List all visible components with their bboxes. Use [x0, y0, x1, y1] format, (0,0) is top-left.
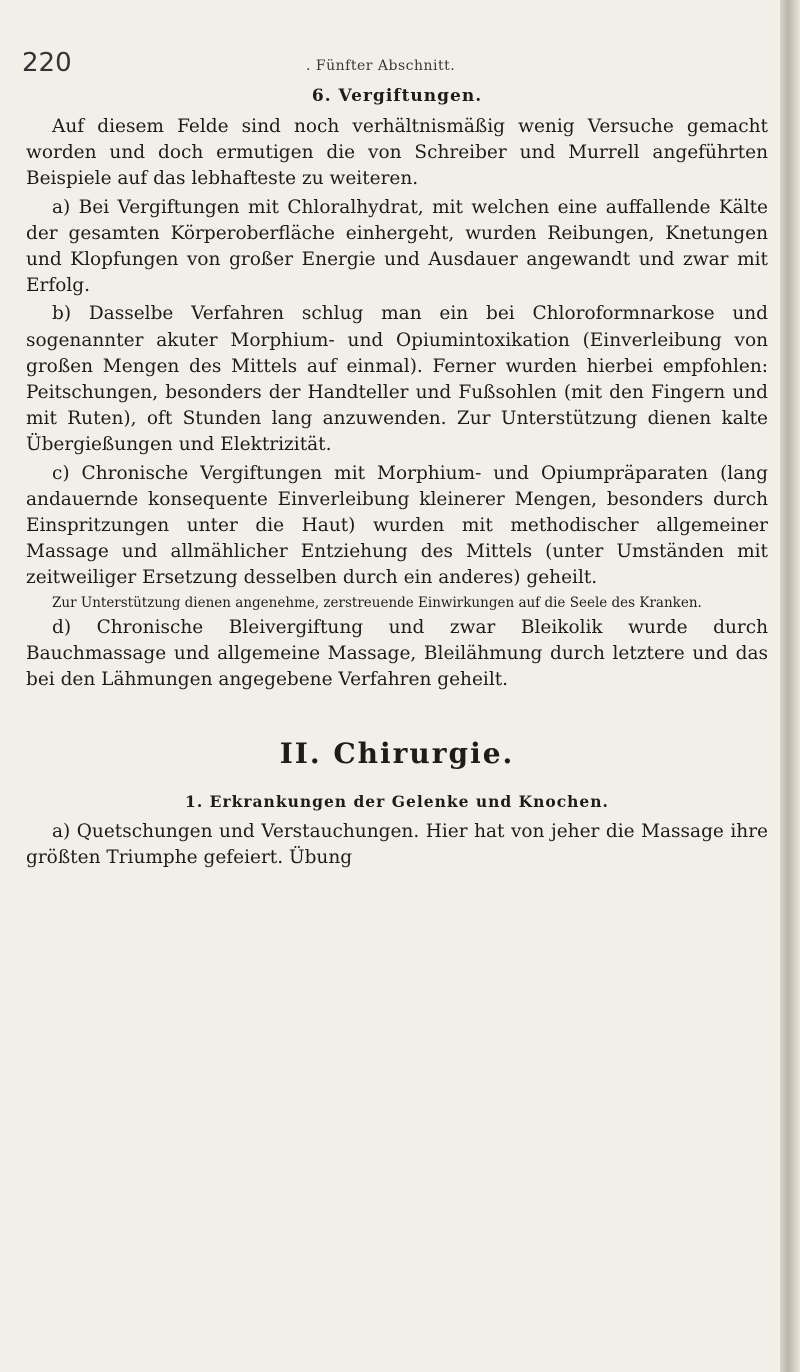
paragraph-note: Zur Unterstützung dienen angenehme, zerstreuende Einwirkungen auf die Seele des Kranken. — [52, 594, 702, 611]
section-heading-gelenke: 1. Erkrankungen der Gelenke und Knochen. — [185, 792, 609, 812]
paragraph-item-c: c) Chronische Vergiftungen mit Morphium- und Opiumpräparaten (lang andauernde konsequente Einverleibung kleinerer Mengen, besonders durch Einspritzungen unter die Haut) wurden mit methodischer allgemeiner Massage und allmählicher Entziehung des Mittels (unter Umständen mit zeitweiliger Ersetzung desselben durch ein anderes) geheilt. — [26, 462, 768, 589]
paragraph-final: a) Quetschungen und Verstauchungen. Hier hat von jeher die Massage ihre größten Triumphe gefeiert. Übung — [26, 821, 768, 869]
page-body — [26, 86, 768, 872]
chapter-heading: II. Chirurgie. — [279, 737, 515, 771]
paragraph-item-a: a) Bei Vergiftungen mit Chloralhydrat, mit welchen eine auffallende Kälte der gesamten Körperoberfläche einhergeht, wurden Reibungen, Knetungen und Klopfungen von großer Energie und Ausdauer angewandt und zwar mit Erfolg. — [26, 196, 768, 297]
paragraph-item-b: b) Dasselbe Verfahren schlug man ein bei Chloroformnarkose und sogenannter akuter Morphium- und Opiumintoxikation (Einverleibung von großen Mengen des Mittels auf einmal). Ferner wurden hierbei empfohlen: Peitschungen, besonders der Handteller und Fußsohlen (mit den Fingern und mit Ruten), oft Stunden lang anzuwenden. Zur Unterstützung dienen kalte Übergießungen und Elektrizität. — [26, 303, 768, 456]
section-heading-vergiftungen: 6. Vergiftungen. — [311, 86, 483, 106]
running-head: . Fünfter Abschnitt. — [306, 58, 456, 74]
paragraph-intro: Auf diesem Felde sind noch verhältnismäßig wenig Versuche gemacht worden und doch ermutigen die von Schreiber und Murrell angeführten Beispiele auf das lebhafteste zu weiteren. — [26, 116, 768, 190]
paragraph-item-d: d) Chronische Bleivergiftung und zwar Bleikolik wurde durch Bauchmassage und allgemeine Massage, Bleilähmung durch letztere und das bei den Lähmungen angegebene Verfahren geheilt. — [26, 616, 768, 691]
page-number: 220 — [22, 48, 72, 78]
book-page-edge — [780, 0, 800, 1372]
